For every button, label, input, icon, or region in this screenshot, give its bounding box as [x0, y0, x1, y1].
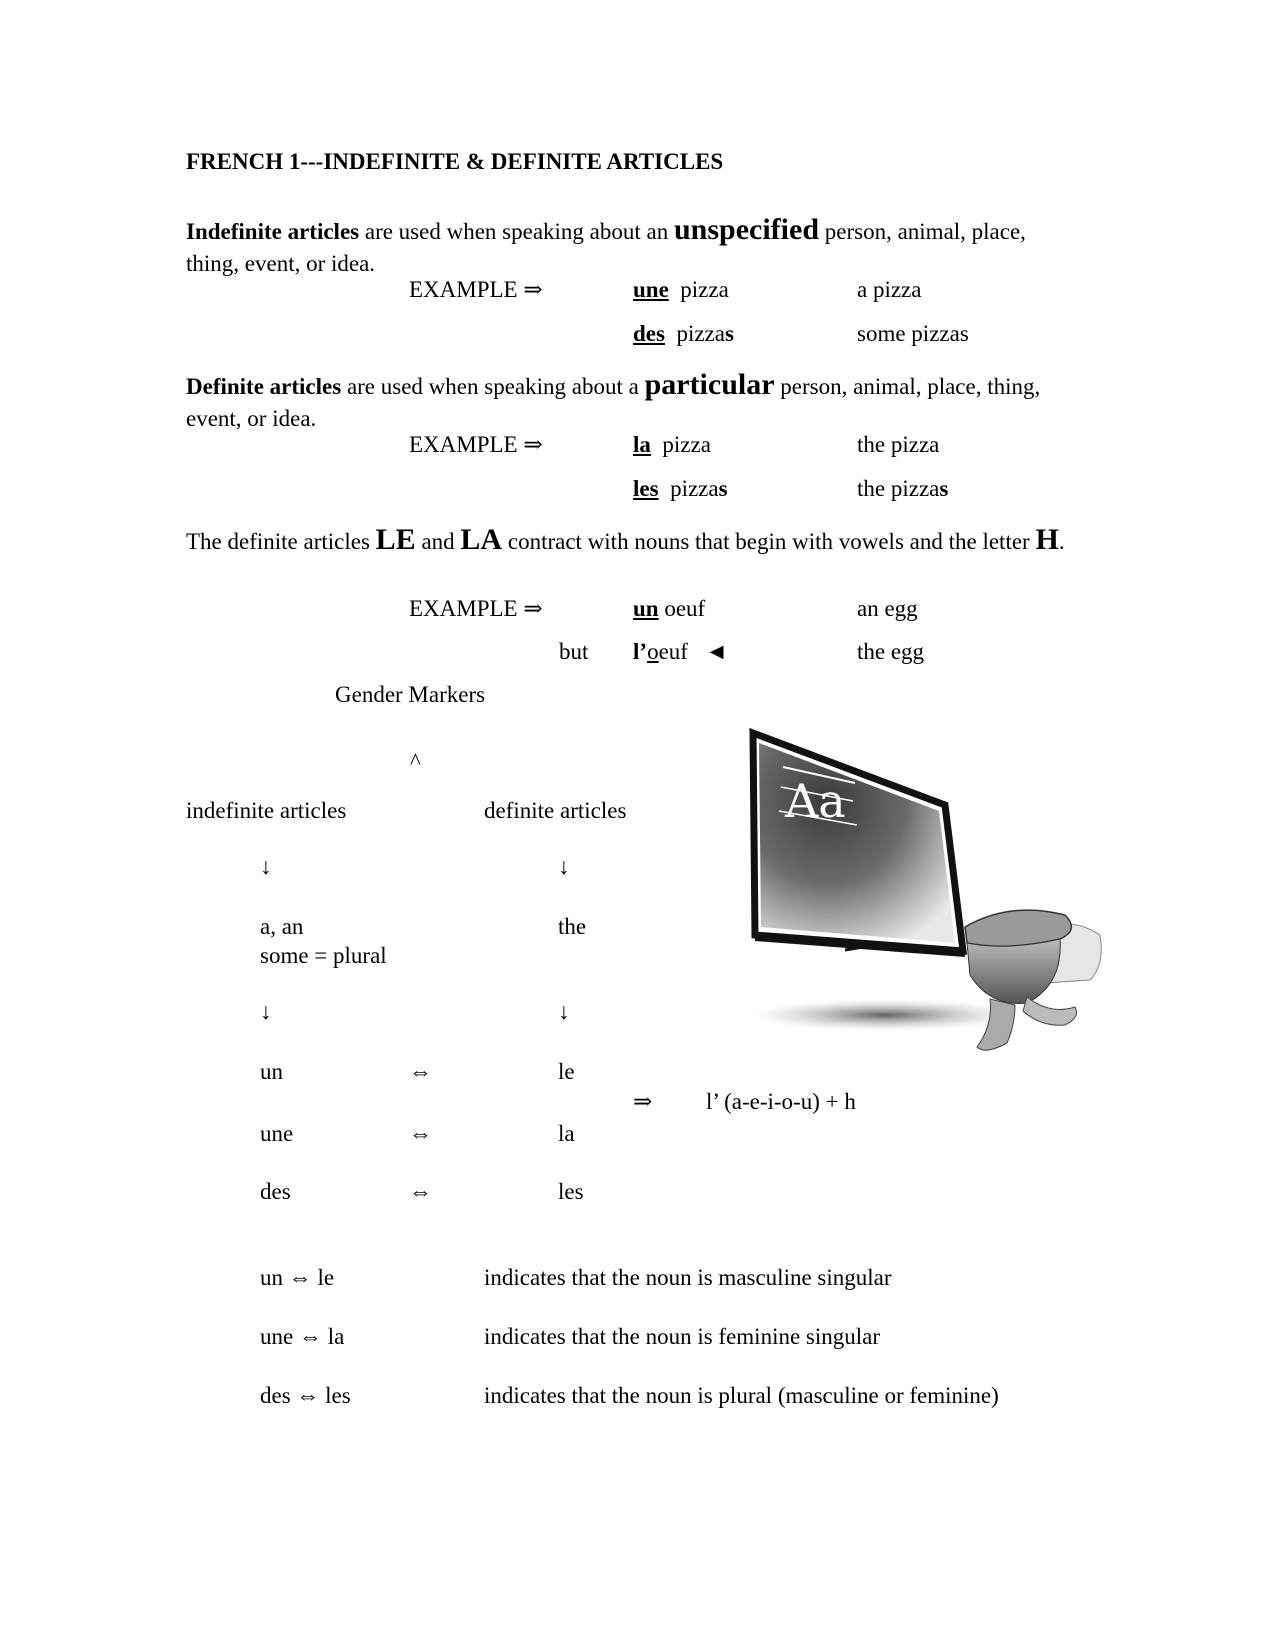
definite-meaning-1: the pizza: [857, 432, 940, 457]
contraction-example-1: [633, 595, 705, 623]
board-text: Aa: [785, 774, 846, 828]
contraction-period: .: [1058, 529, 1065, 554]
article-des: des: [633, 321, 665, 346]
board-letters: [779, 767, 857, 828]
contraction-meaning-2: the egg: [857, 639, 925, 664]
pointer-icon: ◄: [705, 639, 728, 664]
pair-def-la: la: [558, 1121, 575, 1146]
caret-icon: ^: [410, 749, 421, 774]
definite-emphasis: particular: [644, 368, 775, 401]
pair-indef-un: un: [260, 1059, 283, 1084]
summary-meaning-1: indicates that the noun is masculine singular: [484, 1265, 892, 1290]
vowel-o: o: [647, 639, 659, 664]
le-emphasis: LE: [375, 523, 416, 556]
definite-articles-label: definite articles: [484, 798, 627, 823]
h-emphasis: H: [1035, 523, 1059, 556]
definite-term: Definite articles: [186, 374, 342, 399]
definite-meaning-the: the: [558, 914, 587, 939]
noun-pizza: pizza: [662, 432, 711, 457]
indefinite-meaning-some: some = plural: [260, 943, 387, 968]
definite-paragraph: [186, 365, 1066, 434]
plural-s: s: [724, 321, 734, 346]
plural-s: s: [718, 476, 728, 501]
noun-pizza: pizza: [676, 321, 725, 346]
noun-pizza: pizza: [670, 476, 719, 501]
down-arrow-icon: ↓: [558, 854, 570, 879]
contraction-text-2: contract with nouns that begin with vowels and the letter: [502, 529, 1036, 554]
summary-pair-1: un ⇔ le: [260, 1265, 335, 1290]
indefinite-meaning-a-an: a, an: [260, 914, 304, 939]
indefinite-emphasis: unspecified: [673, 213, 820, 246]
plural-s: s: [939, 476, 949, 501]
elision-rule: l’ (a-e-i-o-u) + h: [706, 1089, 856, 1114]
double-arrow-icon: ⇔: [409, 1179, 432, 1204]
chalkboard-desk-icon: [745, 725, 1135, 1085]
noun-pizza: pizza: [680, 277, 729, 302]
indefinite-meaning-1: a pizza: [857, 277, 922, 302]
down-arrow-icon: ↓: [558, 999, 570, 1024]
indefinite-text-1: are used when speaking about an: [359, 219, 674, 244]
right-arrow-icon: ⇒: [633, 1089, 653, 1114]
article-les: les: [633, 476, 659, 501]
definite-example-label: EXAMPLE ⇒: [409, 432, 543, 457]
article-une: une: [633, 277, 669, 302]
pair-indef-une: une: [260, 1121, 294, 1146]
definite-text-2: person, animal, place, thing, event, or idea.: [186, 374, 1041, 431]
double-arrow-icon: ⇔: [409, 1059, 432, 1084]
noun-rest: euf: [658, 639, 688, 664]
article-un: un: [633, 596, 659, 621]
pair-indef-des: des: [260, 1179, 291, 1204]
indefinite-term: Indefinite articles: [186, 219, 360, 244]
double-arrow-icon: ⇔: [409, 1121, 432, 1146]
contraction-example-2: [633, 638, 728, 666]
desk-icon: [965, 910, 1101, 1050]
down-arrow-icon: ↓: [260, 999, 272, 1024]
pair-def-le: le: [558, 1059, 575, 1084]
noun-oeuf: oeuf: [658, 596, 706, 621]
summary-pair-2: une ⇔ la: [260, 1324, 345, 1349]
indefinite-example-1: [633, 276, 729, 304]
definite-meaning-2: [857, 475, 948, 503]
definite-text-1: are used when speaking about a: [341, 374, 645, 399]
meaning-text: the pizza: [857, 476, 940, 501]
down-arrow-icon: ↓: [260, 854, 272, 879]
page-title: FRENCH 1---INDEFINITE & DEFINITE ARTICLES: [186, 149, 724, 174]
gender-markers-heading: Gender Markers: [335, 682, 486, 707]
contraction-and: and: [415, 529, 461, 554]
indefinite-articles-label: indefinite articles: [186, 798, 347, 823]
article-la: la: [633, 432, 651, 457]
indefinite-example-2: [633, 320, 734, 348]
contraction-meaning-1: an egg: [857, 596, 918, 621]
summary-meaning-3: indicates that the noun is plural (masculine or feminine): [484, 1383, 999, 1408]
summary-pair-3: des ⇔ les: [260, 1383, 351, 1408]
indefinite-example-label: EXAMPLE ⇒: [409, 277, 543, 302]
elided-article: l’: [633, 639, 648, 664]
indefinite-paragraph: [186, 210, 1066, 279]
indefinite-meaning-2: some pizzas: [857, 321, 969, 346]
la-emphasis: LA: [460, 523, 503, 556]
contraction-but: but: [559, 639, 589, 664]
indefinite-text-2: person, animal, place, thing, event, or idea.: [186, 219, 1026, 276]
summary-meaning-2: indicates that the noun is feminine singular: [484, 1324, 881, 1349]
contraction-paragraph: [186, 518, 1066, 562]
definite-example-1: [633, 431, 711, 459]
definite-example-2: [633, 475, 728, 503]
contraction-example-label: EXAMPLE ⇒: [409, 596, 543, 621]
contraction-text-1: The definite articles: [186, 529, 376, 554]
pair-def-les: les: [558, 1179, 584, 1204]
